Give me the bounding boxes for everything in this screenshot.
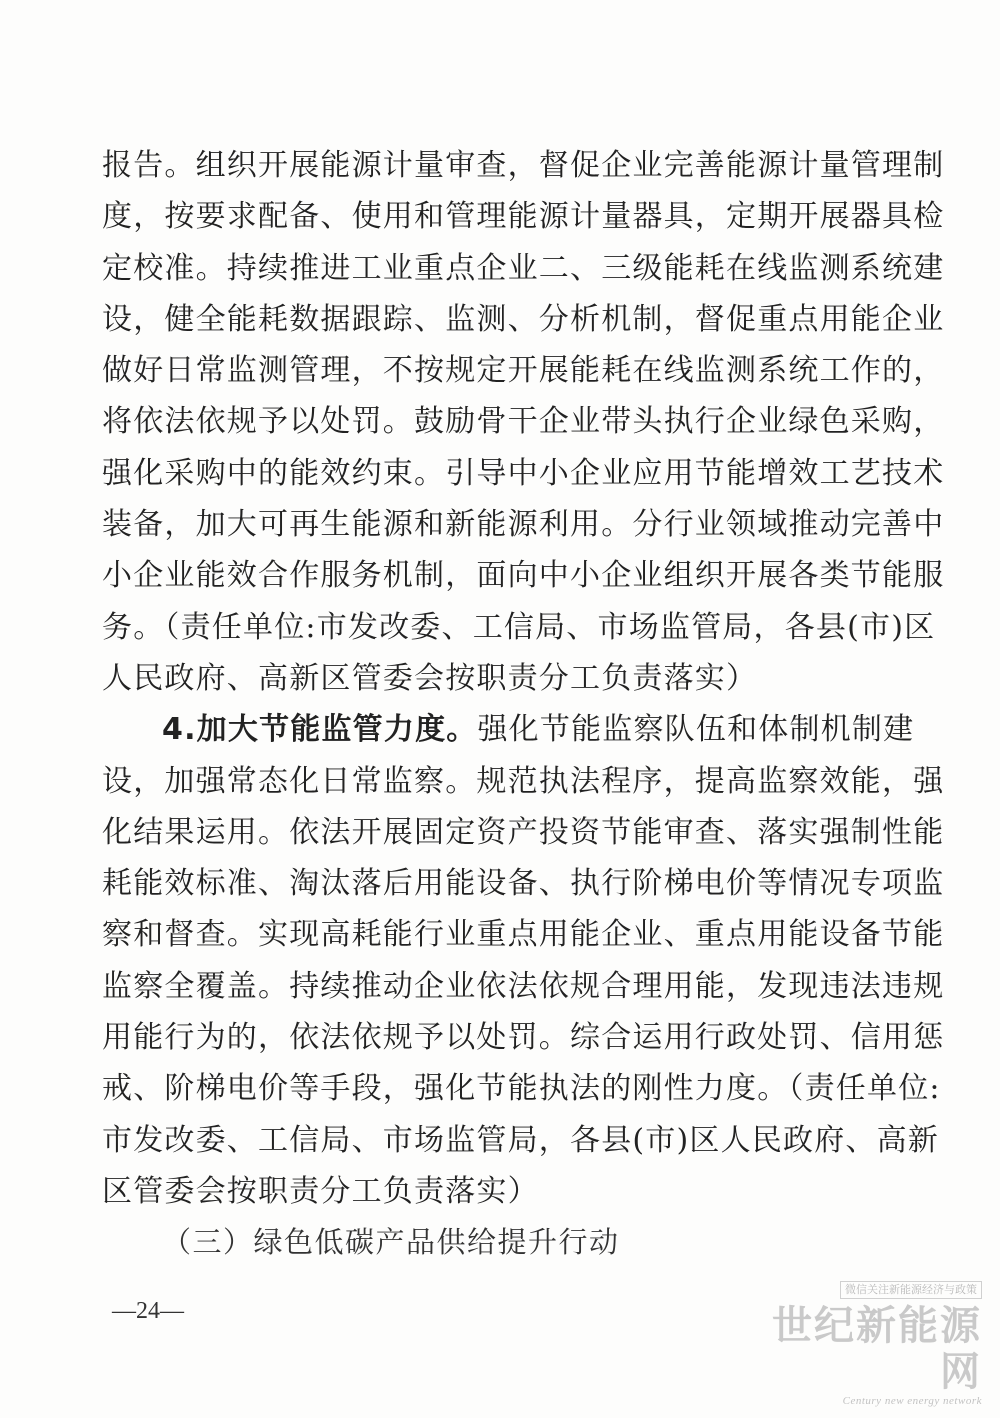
section-heading: （三）绿色低碳产品供给提升行动 bbox=[162, 1225, 620, 1259]
paragraph-line: 区管委会按职责分工负责落实） bbox=[102, 1173, 539, 1209]
paragraph-line: 强化采购中的能效约束。引导中小企业应用节能增效工艺技术 bbox=[102, 455, 945, 491]
body-text bbox=[102, 140, 945, 1217]
paragraph-line: 用能行为的，依法依规予以处罚。综合运用行政处罚、信用惩 bbox=[102, 1020, 945, 1056]
paragraph-line: 务。（责任单位:市发改委、工信局、市场监管局，各县(市)区 bbox=[102, 609, 936, 645]
paragraph-line: 察和督查。实现高耗能行业重点用能企业、重点用能设备节能 bbox=[102, 917, 945, 953]
paragraph-line: 戒、阶梯电价等手段，强化节能执法的刚性力度。（责任单位: bbox=[102, 1071, 941, 1107]
paragraph-line: 人民政府、高新区管委会按职责分工负责落实） bbox=[102, 660, 758, 696]
paragraph-line: 报告。组织开展能源计量审查，督促企业完善能源计量管理制 bbox=[102, 148, 945, 183]
paragraph-line: 定校准。持续推进工业重点企业二、三级能耗在线监测系统建 bbox=[102, 250, 945, 286]
item-heading-rest: 强化节能监察队伍和体制机制建 bbox=[477, 712, 915, 748]
paragraph-line: 小企业能效合作服务机制，面向中小企业组织开展各类节能服 bbox=[102, 558, 945, 594]
paragraph-line: 度，按要求配备、使用和管理能源计量器具，定期开展器具检 bbox=[102, 199, 945, 235]
paragraph-line: 设，健全能耗数据跟踪、监测、分析机制，督促重点用能企业 bbox=[102, 301, 945, 337]
watermark-brand: 世纪新能源网 bbox=[772, 1303, 982, 1395]
item-heading: 4.加大节能监管力度。 bbox=[162, 712, 478, 748]
paragraph-first-line bbox=[102, 704, 915, 755]
paragraph-energy-metering bbox=[102, 140, 945, 704]
paragraph-energy-supervision bbox=[102, 704, 945, 1217]
paragraph-line: 市发改委、工信局、市场监管局，各县(市)区人民政府、高新 bbox=[102, 1122, 940, 1158]
paragraph-line: 化结果运用。依法开展固定资产投资节能审查、落实强制性能 bbox=[102, 814, 945, 850]
watermark-subtitle: Century new energy network bbox=[842, 1395, 982, 1407]
page-number: —24— bbox=[112, 1298, 184, 1324]
paragraph-line: 监察全覆盖。持续推动企业依法依规合理用能，发现违法违规 bbox=[102, 968, 945, 1004]
paragraph-line: 耗能效标准、淘汰落后用能设备、执行阶梯电价等情况专项监 bbox=[102, 866, 945, 902]
paragraph-line: 将依法依规予以处罚。鼓励骨干企业带头执行企业绿色采购， bbox=[102, 404, 945, 440]
watermark-slogan: 微信关注新能源经济与政策 bbox=[840, 1281, 982, 1299]
watermark bbox=[742, 1278, 982, 1408]
paragraph-line: 做好日常监测管理，不按规定开展能耗在线监测系统工作的， bbox=[102, 353, 945, 389]
paragraph-line: 设，加强常态化日常监察。规范执法程序，提高监察效能，强 bbox=[102, 763, 945, 799]
paragraph-line: 装备，加大可再生能源和新能源利用。分行业领域推动完善中 bbox=[102, 507, 945, 543]
